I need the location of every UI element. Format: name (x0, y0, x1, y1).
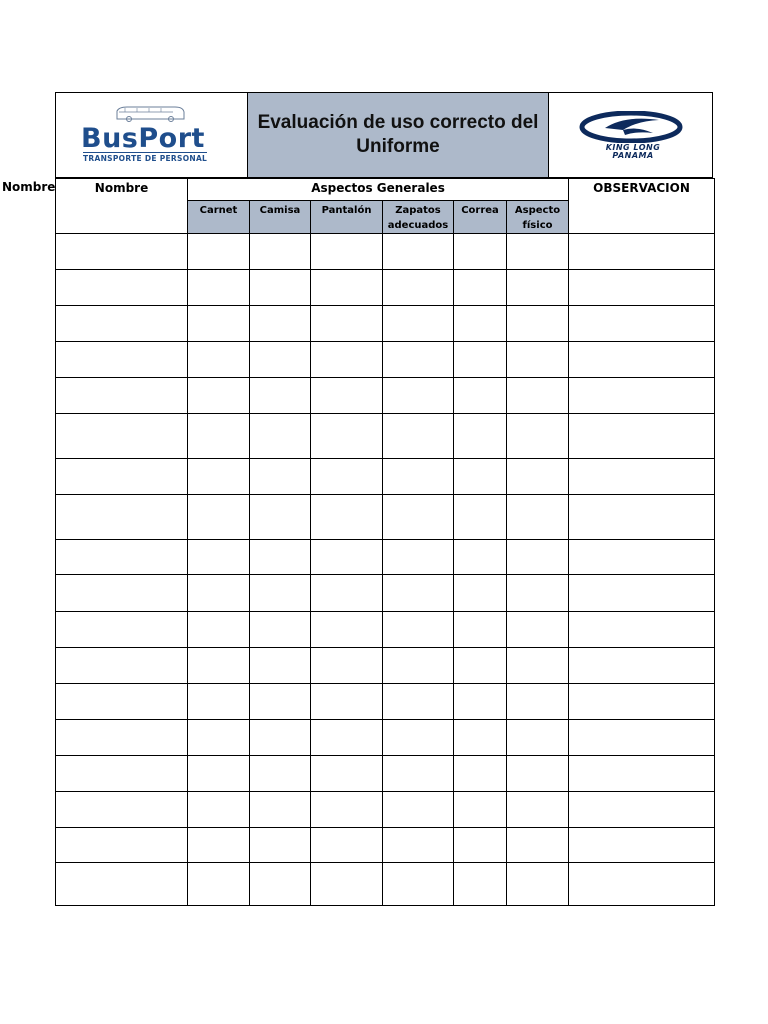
table-row (56, 756, 715, 792)
zapatos-cell[interactable] (383, 828, 454, 863)
table-row (56, 684, 715, 720)
camisa-cell[interactable] (250, 414, 311, 459)
zapatos-cell[interactable] (383, 648, 454, 684)
nombre-cell[interactable] (56, 414, 188, 459)
camisa-cell[interactable] (250, 342, 311, 378)
king-long-text (582, 144, 684, 160)
camisa-cell[interactable] (250, 495, 311, 540)
observacion-cell[interactable] (569, 756, 715, 792)
camisa-header: Camisa (250, 201, 311, 234)
pantalon-cell[interactable] (311, 540, 383, 575)
correa-cell[interactable] (454, 378, 507, 414)
correa-cell[interactable] (454, 756, 507, 792)
observacion-cell[interactable] (569, 575, 715, 612)
observacion-cell[interactable] (569, 684, 715, 720)
nombre-cell[interactable] (56, 575, 188, 612)
correa-cell[interactable] (454, 414, 507, 459)
pantalon-cell[interactable] (311, 306, 383, 342)
correa-cell[interactable] (454, 792, 507, 828)
table-row (56, 306, 715, 342)
observacion-cell[interactable] (569, 720, 715, 756)
zapatos-cell[interactable] (383, 863, 454, 906)
aspecto-fisico-cell[interactable] (507, 684, 569, 720)
correa-cell[interactable] (454, 828, 507, 863)
pantalon-cell[interactable] (311, 495, 383, 540)
carnet-cell[interactable] (188, 342, 250, 378)
camisa-cell[interactable] (250, 863, 311, 906)
nombre-cell[interactable] (56, 648, 188, 684)
aspecto-fisico-cell[interactable] (507, 540, 569, 575)
nombre-cell[interactable] (56, 234, 188, 270)
nombre-cell[interactable] (56, 270, 188, 306)
observacion-cell[interactable] (569, 234, 715, 270)
zapatos-cell[interactable] (383, 684, 454, 720)
aspecto-fisico-cell[interactable] (507, 414, 569, 459)
carnet-cell[interactable] (188, 378, 250, 414)
observacion-column-header: OBSERVACION (569, 179, 715, 234)
table-row (56, 828, 715, 863)
carnet-header: Carnet (188, 201, 250, 234)
zapatos-cell[interactable] (383, 270, 454, 306)
carnet-cell[interactable] (188, 863, 250, 906)
zapatos-cell[interactable] (383, 756, 454, 792)
table-row (56, 342, 715, 378)
correa-cell[interactable] (454, 684, 507, 720)
table-row (56, 863, 715, 906)
aspecto-fisico-header: Aspecto físico (507, 201, 569, 234)
observacion-cell[interactable] (569, 495, 715, 540)
aspecto-fisico-cell[interactable] (507, 828, 569, 863)
nombre-cell[interactable] (56, 863, 188, 906)
nombre-cell[interactable] (56, 720, 188, 756)
page-title: Evaluación de uso correcto del Uniforme (257, 112, 539, 157)
pantalon-cell[interactable] (311, 459, 383, 495)
table-row (56, 540, 715, 575)
camisa-cell[interactable] (250, 306, 311, 342)
observacion-cell[interactable] (569, 459, 715, 495)
pantalon-cell[interactable] (311, 234, 383, 270)
table-row (56, 234, 715, 270)
camisa-cell[interactable] (250, 234, 311, 270)
king-long-line1: KING LONG (605, 143, 661, 152)
carnet-cell[interactable] (188, 612, 250, 648)
carnet-cell[interactable] (188, 234, 250, 270)
pantalon-cell[interactable] (311, 342, 383, 378)
observacion-cell[interactable] (569, 540, 715, 575)
table-row (56, 648, 715, 684)
nombre-cell[interactable] (56, 306, 188, 342)
correa-cell[interactable] (454, 575, 507, 612)
camisa-cell[interactable] (250, 648, 311, 684)
zapatos-cell[interactable] (383, 612, 454, 648)
aspecto-fisico-cell[interactable] (507, 495, 569, 540)
observacion-cell[interactable] (569, 378, 715, 414)
carnet-cell[interactable] (188, 306, 250, 342)
aspectos-generales-header: Aspectos Generales (188, 179, 569, 201)
title-cell (248, 93, 549, 177)
carnet-cell[interactable] (188, 540, 250, 575)
correa-cell[interactable] (454, 459, 507, 495)
camisa-cell[interactable] (250, 792, 311, 828)
zapatos-cell[interactable] (383, 540, 454, 575)
carnet-cell[interactable] (188, 756, 250, 792)
evaluation-table (55, 178, 715, 906)
aspecto-fisico-cell[interactable] (507, 863, 569, 906)
zapatos-cell[interactable] (383, 378, 454, 414)
camisa-cell[interactable] (250, 378, 311, 414)
nombre-cell[interactable] (56, 792, 188, 828)
aspecto-fisico-cell[interactable] (507, 378, 569, 414)
camisa-cell[interactable] (250, 720, 311, 756)
zapatos-cell[interactable] (383, 342, 454, 378)
observacion-cell[interactable] (569, 792, 715, 828)
table-row (56, 378, 715, 414)
nombre-cell[interactable] (56, 378, 188, 414)
bus-icon (113, 105, 187, 123)
zapatos-cell[interactable] (383, 495, 454, 540)
correa-cell[interactable] (454, 495, 507, 540)
pantalon-cell[interactable] (311, 828, 383, 863)
carnet-cell[interactable] (188, 459, 250, 495)
correa-cell[interactable] (454, 720, 507, 756)
form-header (55, 92, 713, 178)
carnet-cell[interactable] (188, 270, 250, 306)
camisa-cell[interactable] (250, 684, 311, 720)
table-row (56, 720, 715, 756)
pantalon-header: Pantalón (311, 201, 383, 234)
aspecto-fisico-cell[interactable] (507, 756, 569, 792)
aspecto-fisico-cell[interactable] (507, 306, 569, 342)
pantalon-cell[interactable] (311, 575, 383, 612)
nombre-cell[interactable] (56, 342, 188, 378)
zapatos-header: Zapatos adecuados (383, 201, 454, 234)
pantalon-cell[interactable] (311, 684, 383, 720)
king-long-logo (549, 93, 713, 177)
table-row (56, 612, 715, 648)
stray-nombre-label: Nombre (2, 180, 56, 194)
nombre-cell[interactable] (56, 612, 188, 648)
observacion-cell[interactable] (569, 863, 715, 906)
zapatos-cell[interactable] (383, 414, 454, 459)
table-row (56, 495, 715, 540)
carnet-cell[interactable] (188, 720, 250, 756)
carnet-cell[interactable] (188, 648, 250, 684)
observacion-cell[interactable] (569, 270, 715, 306)
aspecto-fisico-cell[interactable] (507, 234, 569, 270)
pantalon-cell[interactable] (311, 863, 383, 906)
observacion-cell[interactable] (569, 306, 715, 342)
pantalon-cell[interactable] (311, 792, 383, 828)
pantalon-cell[interactable] (311, 756, 383, 792)
table-row (56, 459, 715, 495)
nombre-cell[interactable] (56, 684, 188, 720)
carnet-cell[interactable] (188, 575, 250, 612)
correa-cell[interactable] (454, 270, 507, 306)
aspecto-fisico-cell[interactable] (507, 792, 569, 828)
zapatos-cell[interactable] (383, 306, 454, 342)
zapatos-cell[interactable] (383, 234, 454, 270)
observacion-cell[interactable] (569, 648, 715, 684)
carnet-cell[interactable] (188, 828, 250, 863)
nombre-cell[interactable] (56, 828, 188, 863)
carnet-cell[interactable] (188, 495, 250, 540)
nombre-cell[interactable] (56, 756, 188, 792)
camisa-cell[interactable] (250, 575, 311, 612)
nombre-column-header: Nombre (56, 179, 188, 234)
observacion-cell[interactable] (569, 342, 715, 378)
busport-logo (56, 93, 248, 177)
pantalon-cell[interactable] (311, 270, 383, 306)
carnet-cell[interactable] (188, 414, 250, 459)
aspecto-fisico-cell[interactable] (507, 648, 569, 684)
pantalon-cell[interactable] (311, 378, 383, 414)
table-row (56, 575, 715, 612)
zapatos-cell[interactable] (383, 459, 454, 495)
aspecto-fisico-cell[interactable] (507, 342, 569, 378)
camisa-cell[interactable] (250, 756, 311, 792)
correa-cell[interactable] (454, 306, 507, 342)
camisa-cell[interactable] (250, 459, 311, 495)
king-long-line2: PANAMA (612, 151, 654, 160)
king-long-emblem-icon (579, 111, 683, 143)
pantalon-cell[interactable] (311, 414, 383, 459)
pantalon-cell[interactable] (311, 612, 383, 648)
camisa-cell[interactable] (250, 270, 311, 306)
aspecto-fisico-cell[interactable] (507, 612, 569, 648)
correa-cell[interactable] (454, 863, 507, 906)
nombre-cell[interactable] (56, 540, 188, 575)
busport-wordmark: BusPort (81, 123, 205, 154)
busport-tagline: TRANSPORTE DE PERSONAL (83, 154, 208, 163)
zapatos-cell[interactable] (383, 575, 454, 612)
carnet-cell[interactable] (188, 792, 250, 828)
correa-cell[interactable] (454, 648, 507, 684)
nombre-cell[interactable] (56, 459, 188, 495)
aspecto-fisico-cell[interactable] (507, 459, 569, 495)
camisa-cell[interactable] (250, 540, 311, 575)
table-row (56, 270, 715, 306)
table-row (56, 414, 715, 459)
observacion-cell[interactable] (569, 414, 715, 459)
pantalon-cell[interactable] (311, 648, 383, 684)
observacion-cell[interactable] (569, 612, 715, 648)
correa-cell[interactable] (454, 612, 507, 648)
nombre-cell[interactable] (56, 495, 188, 540)
aspecto-fisico-cell[interactable] (507, 270, 569, 306)
camisa-cell[interactable] (250, 828, 311, 863)
correa-cell[interactable] (454, 540, 507, 575)
observacion-cell[interactable] (569, 828, 715, 863)
aspecto-fisico-cell[interactable] (507, 720, 569, 756)
pantalon-cell[interactable] (311, 720, 383, 756)
carnet-cell[interactable] (188, 684, 250, 720)
table-row (56, 792, 715, 828)
correa-header: Correa (454, 201, 507, 234)
camisa-cell[interactable] (250, 612, 311, 648)
correa-cell[interactable] (454, 342, 507, 378)
zapatos-cell[interactable] (383, 792, 454, 828)
correa-cell[interactable] (454, 234, 507, 270)
zapatos-cell[interactable] (383, 720, 454, 756)
aspecto-fisico-cell[interactable] (507, 575, 569, 612)
